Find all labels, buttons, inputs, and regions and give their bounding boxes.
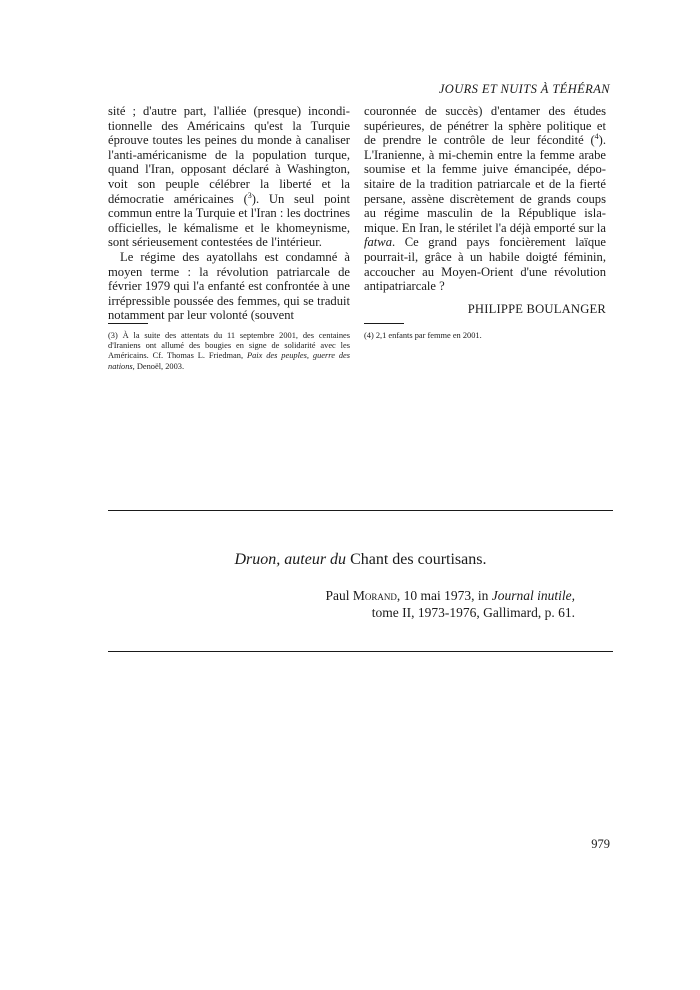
fatwa-word: fatwa: [364, 235, 392, 250]
paragraph-text: ). L'Iranienne, à mi-chemin entre la femme arabe soumise et la femme juive émancipée, dépositaire de la tradition patriarcale et de la fierté persane, assène discrètement de grands coups au régime masculin de la République islamique. En Iran, le stérilet l'a déjà emporté sur la: [364, 133, 606, 235]
footnote-text: , Denoël, 2003.: [132, 361, 185, 371]
epigraph-box: [108, 510, 613, 652]
paragraph: Le régime des ayatollahs est condamné à moyen terme : la révolution patriarcale de février 1979 qui l'a enfanté est confrontée à une irrépressible poussée des femmes, qui se traduit notamment par leur volonté (souvent: [108, 249, 350, 323]
paragraph-text: . Ce grand pays foncièrement laïque pourrait-il, grâce à un habile doigté féminin, accoucher au Moyen-Orient d'une révolution antipatriarcale ?: [364, 235, 606, 294]
quote-text: Druon, auteur du: [234, 551, 347, 568]
quote-work-title: Chant des courtisans.: [350, 551, 487, 568]
author-signature: PHILIPPE BOULANGER: [467, 301, 606, 316]
footnote-rule: [108, 323, 148, 324]
running-head: JOURS ET NUITS À TÉHÉRAN: [438, 82, 610, 96]
right-column: [364, 104, 606, 316]
source-author-surname: Morand: [352, 588, 397, 603]
footnote-ref: 4: [594, 132, 599, 141]
footnote-text: (3) À la suite des attentats du 11 septembre 2001, des centaines d'Iraniens ont allumé des bougies en signe de solidarité avec les Américains. Cf. Thomas L. Friedman,: [108, 331, 350, 361]
page-number: 979: [591, 837, 610, 851]
paragraph-text: couronnée de succès) d'entamer des études supérieures, de pénétrer la sphère politique et de prendre le contrôle de leur fécondité (: [364, 104, 606, 148]
source-line-2: tome II, 1973-1976, Gallimard, p. 61.: [371, 605, 575, 620]
paragraph: [108, 104, 350, 250]
paragraph-text: sité ; d'autre part, l'alliée (presque) inconditionnelle des Américains qu'est la Turquie éprouve toutes les peines du monde à canaliser l'anti-américanisme de la population turque, quand l'Iran, opposant déclaré à Washington, voit son peuple célébrer la liberté et la démocratie américaines (: [108, 104, 350, 206]
footnote-book-title: Paix des peuples, guerre des nations: [108, 351, 350, 371]
left-column: [108, 104, 350, 323]
footnote-3: [108, 331, 350, 372]
footnote-rule: [364, 323, 404, 324]
paragraph: [364, 104, 606, 294]
source-text: , 10 mai 1973, in: [396, 588, 492, 603]
paragraph-text: ). Un seul point commun entre la Turquie et l'Iran : les doctrines officielles, le kémalisme et le khomeynisme, sont sérieusement contestées de l'intérieur.: [108, 191, 350, 250]
epigraph-source: [325, 587, 575, 621]
source-book-title: Journal inutile,: [491, 588, 575, 603]
footnote-ref: 3: [247, 190, 252, 200]
source-text: Paul: [325, 588, 353, 603]
footnote-4: (4) 2,1 enfants par femme en 2001.: [364, 331, 482, 340]
source-line-1: [325, 587, 575, 604]
epigraph-quote: [108, 551, 613, 569]
